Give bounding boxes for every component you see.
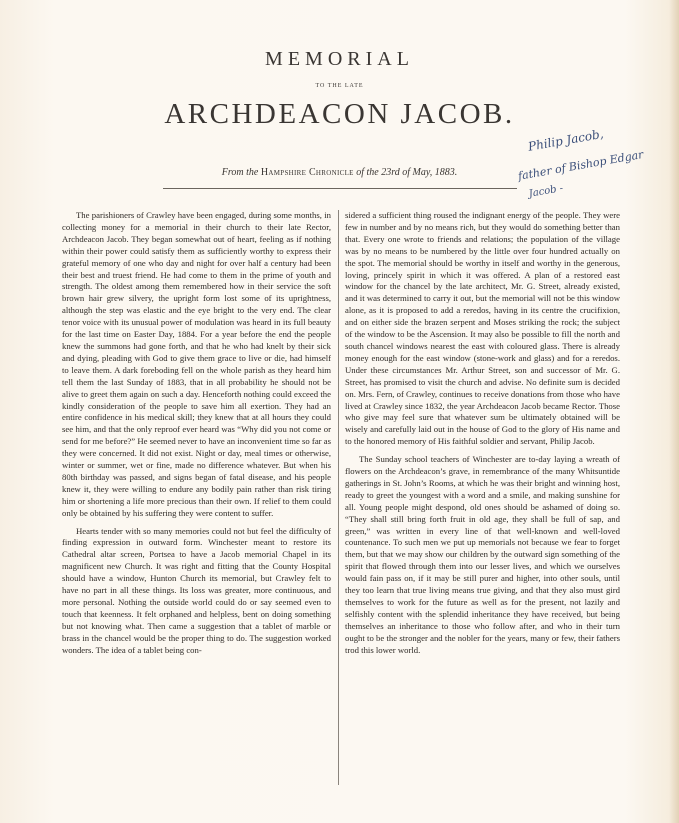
article-left-column (62, 210, 331, 795)
paragraph: sidered a sufficient thing roused the indignant energy of the people. They were few in number and by no means rich, but they would do something better than that. Every one wrote to friends and relations; the population of the village was by no means to be numbered by the little over four hundred actually on the spot. The memorial should be worthy in itself and worthy in the generous, loving, princely spirit in which it was offered. A plan of a restored east window for the chancel by the late architect, Mr. G. Street, already existed, and it was determined to carry it out, but the memorial will not be this window alone, as it is proposed to add a reredos, having in its centre the crucifixion, and on either side the brazen serpent and Moses striking the rock; the subject of the window to be the Ascension. It may also be possible to fill the north and south chancel windows nearest the east with coloured glass. There is already money enough for the east window (stone-work and glass) and for a reredos. Under these circumstances Mr. Arthur Street, son and successor of Mr. G. Street, has promised to visit the church and advise. No definite sum is decided on. Mrs. Fern, of Crawley, continues to receive donations from those who have lived at Crawley since 1832, the year Archdeacon Jacob became Rector. Those who give may feel sure that whatever sum be ultimately obtained will be wisely and carefully laid out in the house of God to the glory of His name and to the honored memory of His faithful soldier and servant, Philip Jacob. (345, 210, 620, 447)
memorial-name: ARCHDEACON JACOB. (164, 98, 515, 130)
source-paper: Hampshire Chronicle (260, 167, 354, 178)
article-right-column (345, 210, 620, 795)
header-rule (163, 188, 517, 189)
paragraph: The Sunday school teachers of Winchester are to-day laying a wreath of flowers on the Archdeacon’s grave, in remembrance of the many Whitsuntide gatherings in St. John’s Rooms, at which he was their bright and winning host, ready to greet the youngest with a word and a smile, and making sunshine for all. Young people might despond, old ones should be ashamed of doing so. “They shall still bring forth fruit in old age, they shall be full of sap, and green,” was written in every line of that well-known and well-loved countenance. To such men we put up memorials not because we fear to forget them, but that we may show our children by the outward sign something of the spirit that flowed through them into our lesser lives, and which we ourselves would fain pass on, if it may be still purer and higher, into other souls, until they too learn that true living means true giving, and that they also must gird themselves to work for the future as well as for the present, not lazily and selfishly content with the splendid inheritance they have received, but being themselves an inheritance to those who follow after, and who in their turn ought to be the stronger and the nobler for the years, many or few, their fathers trod this lower world. (345, 454, 620, 655)
paragraph: Hearts tender with so many memories could not but feel the difficulty of finding expression in outward form. Winchester meant to restore its Cathedral altar screen, Portsea to have a Jacob memorial Chapel in its magnificent new Church. It was right and fitting that the County Hospital should have a window, Hunton Church its memorial, but Crawley felt to have no part in all these things. Its loss was greater, more continuous, and more personal. Nothing the outside world could do or say seemed even to touch that keenness. It felt orphaned and helpless, bent on doing something but not knowing what. Then came a suggestion that a tablet of marble or brass in the chancel would be the proper thing to do. The suggestion worked wonders. The idea of a tablet being con- (62, 525, 331, 655)
paragraph: The parishioners of Crawley have been engaged, during some months, in collecting money for a memorial in their church to their late Rector, Archdeacon Jacob. They began somewhat out of heart, feeling as if nothing within their power could satisfy them as sufficiently worthy to express their grateful memory of one who day and night for over half a century had been their best and truest friend. He had come to them in the prime of youth and strength. The oldest among them remembered how in their service the soft brown hair grew silvery, the upright form lost some of its uprightness, although the step was elastic and the eye bright to the very end. The clear tenor voice with its unusual power of modulation was heard in its full beauty for the last time on Easter Day, 1884. For a year before the end the people knew the summons had gone forth, and that he who had knelt by their sick and dying, pleading with God to give them grace to live or die, had himself to leave them. A dark foreboding fell on the whole parish as they heard him tell them the last Sunday of 1883, that in all probability he should not be alive to greet them again on such a day. Henceforth nothing could exceed the kindly consideration of the people to save him all exertion. They had an entire confidence in his medical skill; they knew that at all hours they could see him, and that the only reproof ever heard was “Why did you not come or send for me before?” He seemed never to have an inconvenient time so far as they were concerned. It did not exist. Night or day, meal times or otherwise, winter or summer, wet or fine, made no difference whatever. But when his 80th birthday was passed, and signs began of fatal disease, and his people knew it, they were willing to endure any bodily pain rather than risk tiring him or shortening a life more precious than their own. If relief to them could only be obtained by his suffering they were content to suffer. (62, 210, 331, 518)
paper-edge-stain (669, 0, 679, 823)
handwritten-note-line2: father of Bishop Edgar (517, 147, 645, 183)
source-suffix: of the 23rd of May, 1883. (356, 167, 458, 178)
column-divider (338, 210, 339, 785)
source-prefix: From the (221, 167, 259, 178)
memorial-subtitle: TO THE LATE (315, 83, 364, 89)
handwritten-note-line3: Jacob - (528, 182, 564, 200)
memorial-title: MEMORIAL (265, 48, 414, 70)
handwritten-note-line1: Philip Jacob, (527, 126, 605, 154)
